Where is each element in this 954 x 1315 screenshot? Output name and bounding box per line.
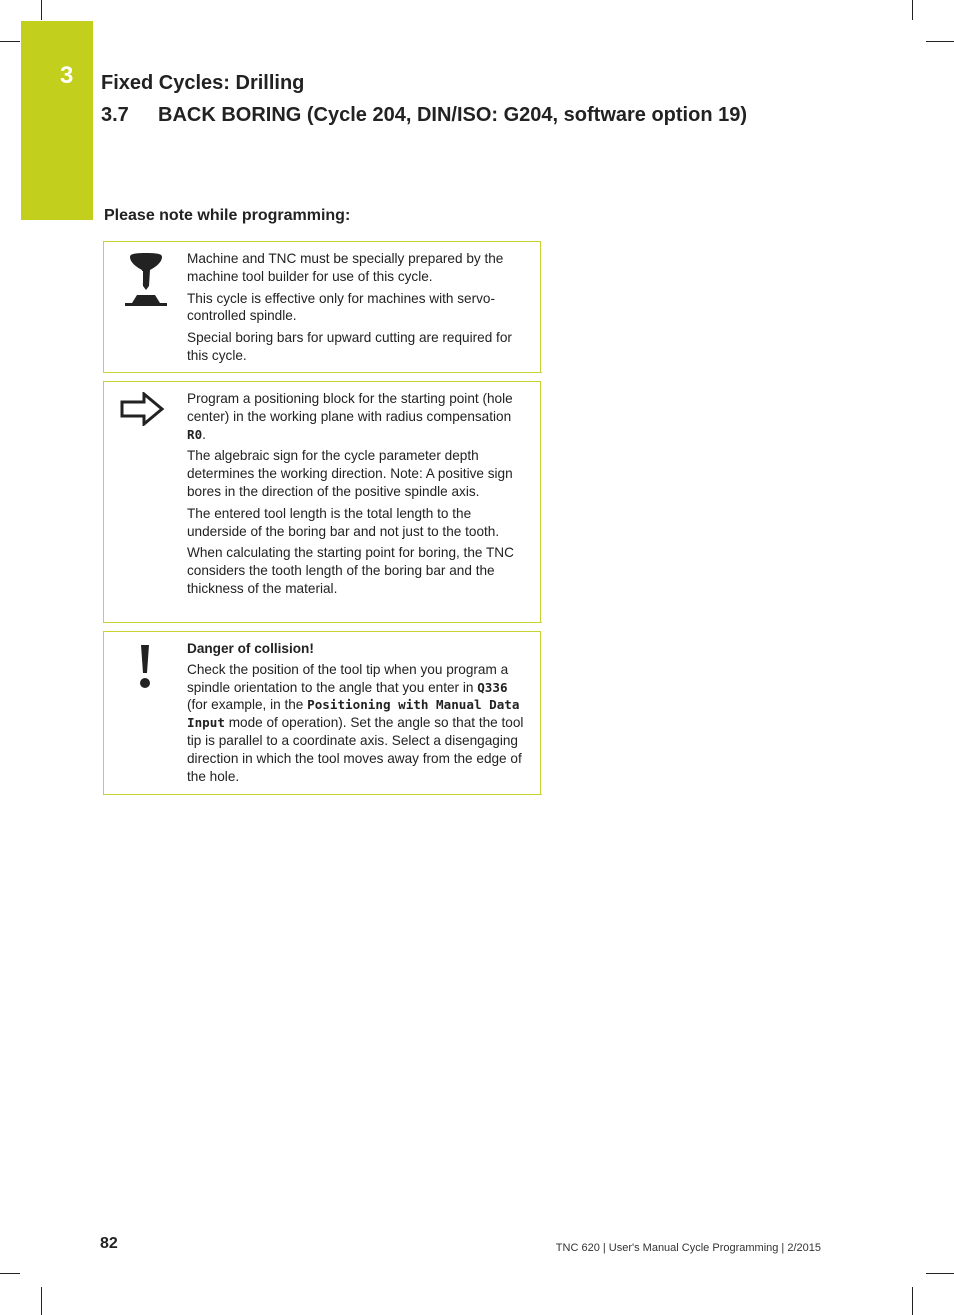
warning-title: Danger of collision! bbox=[187, 641, 314, 656]
note-paragraph: When calculating the starting point for boring, the TNC considers the tooth length of the boring bar and the thickness of the material. bbox=[187, 545, 514, 596]
note-text bbox=[186, 242, 540, 372]
note-text-part: Check the position of the tool tip when you program a spindle orientation to the angle that you enter in bbox=[187, 661, 509, 695]
code-q336: Q336 bbox=[477, 679, 508, 695]
machine-icon bbox=[124, 253, 168, 307]
note-box-tip bbox=[103, 381, 541, 623]
crop-mark bbox=[926, 41, 954, 42]
note-paragraph bbox=[187, 661, 530, 786]
footer-doc-info: TNC 620 | User's Manual Cycle Programming | 2/2015 bbox=[555, 1242, 821, 1254]
note-icon-column bbox=[104, 382, 186, 622]
note-paragraph: The algebraic sign for the cycle parameter depth determines the working direction. Note: A positive sign bores in the direction of the positive spindle axis. bbox=[187, 448, 513, 499]
note-paragraph: The entered tool length is the total length to the underside of the boring bar and not just to the tooth. bbox=[187, 505, 500, 539]
crop-mark bbox=[41, 0, 42, 20]
note-paragraph: Machine and TNC must be specially prepared by the machine tool builder for use of this cycle. bbox=[187, 251, 504, 284]
note-icon-column bbox=[104, 242, 186, 372]
note-box-machine bbox=[103, 241, 541, 373]
note-text-part: mode of operation). Set the angle so that the tool tip is parallel to a coordinate axis. Select a disengaging direction in which the tool moves away from the edge of the hole. bbox=[187, 715, 524, 784]
section-number: 3.7 bbox=[101, 104, 129, 126]
chapter-title: Fixed Cycles: Drilling bbox=[101, 72, 305, 94]
note-box-warning bbox=[103, 631, 541, 795]
arrow-right-icon bbox=[120, 392, 166, 426]
crop-mark bbox=[912, 1287, 913, 1315]
note-strip bbox=[186, 372, 542, 373]
crop-mark bbox=[41, 1287, 42, 1315]
exclamation-icon bbox=[138, 643, 152, 689]
crop-mark bbox=[926, 1273, 954, 1274]
section-title: BACK BORING (Cycle 204, DIN/ISO: G204, software option 19) bbox=[158, 104, 748, 126]
page-number: 82 bbox=[100, 1235, 118, 1252]
note-paragraph bbox=[187, 390, 530, 443]
note-text-part: . bbox=[202, 426, 206, 442]
note-text bbox=[186, 632, 540, 794]
section-title-line bbox=[101, 104, 747, 127]
crop-mark bbox=[0, 41, 20, 42]
mode-name: Positioning with Manual Data Input bbox=[187, 697, 520, 731]
crop-mark bbox=[912, 0, 913, 20]
crop-mark bbox=[0, 1273, 20, 1274]
chapter-number: 3 bbox=[60, 62, 74, 89]
note-paragraph: This cycle is effective only for machines with servo-controlled spindle. bbox=[187, 290, 495, 324]
note-text bbox=[186, 382, 540, 622]
section-heading: Please note while programming: bbox=[104, 207, 351, 224]
code-r0: R0 bbox=[187, 426, 203, 442]
note-text-part: (for example, in the bbox=[187, 697, 308, 713]
note-icon-column bbox=[104, 632, 186, 794]
note-text-part: Program a positioning block for the starting point (hole center) in the working plane with radius compensation bbox=[187, 391, 513, 424]
note-paragraph: Special boring bars for upward cutting are required for this cycle. bbox=[187, 330, 512, 363]
note-strip bbox=[186, 794, 542, 795]
chapter-tab bbox=[21, 21, 93, 220]
note-strip bbox=[186, 622, 542, 623]
